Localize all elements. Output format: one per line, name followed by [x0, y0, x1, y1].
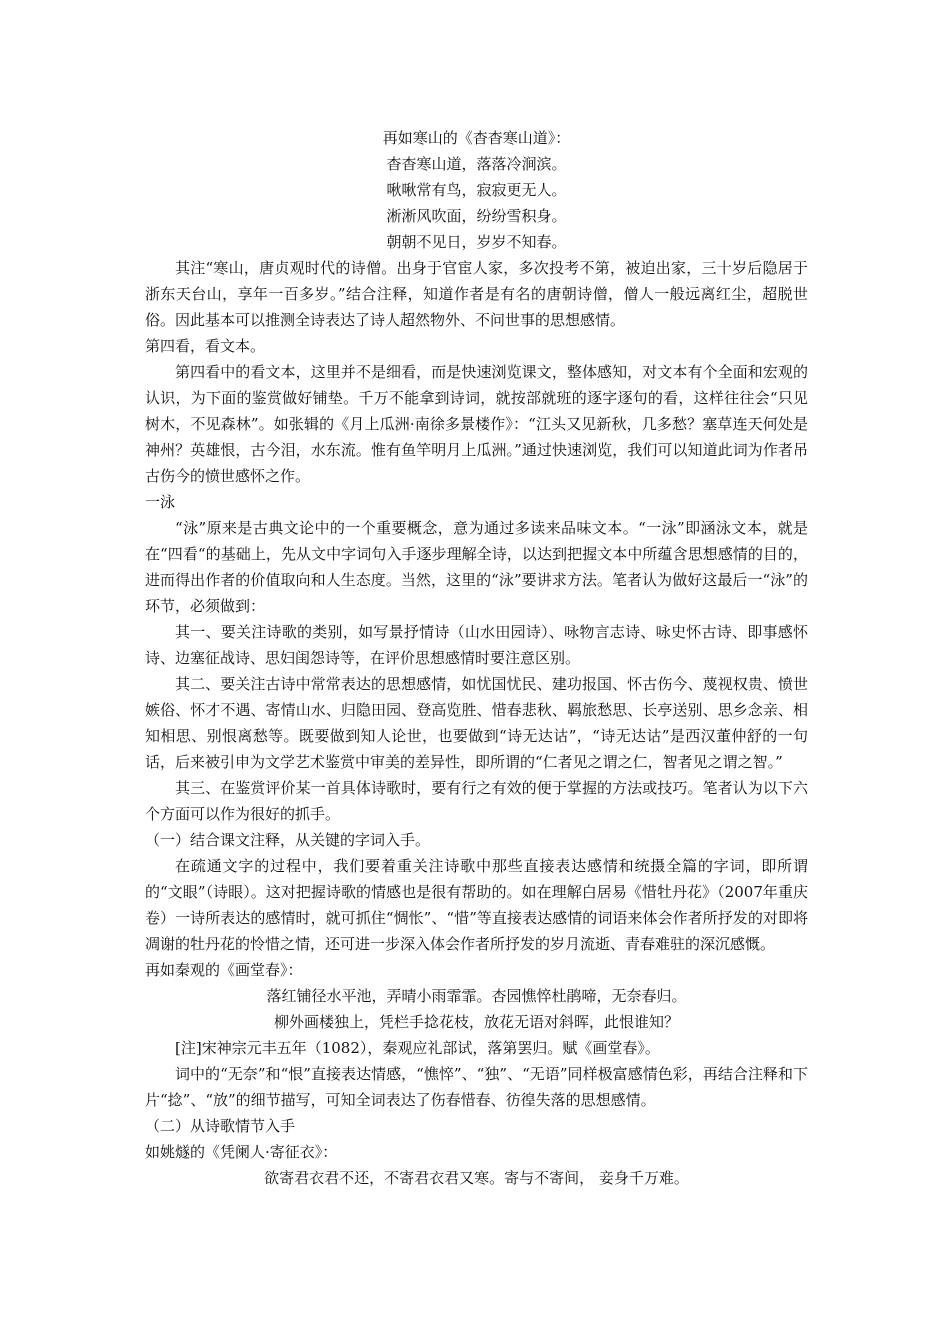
paragraph-point-two: 其二、要关注古诗中常常表达的思想感情，如忧国忧民、建功报国、怀古伤今、蔑视权贵、愤世嫉俗、怀才不遇、寄情山水、归隐田园、登高览胜、惜春悲秋、羁旅愁思、长亭送别、思乡念亲、相知相思、别恨离愁等。既要做到知人论世，也要做到“诗无达诂”，“诗无达诂”是西汉董仲舒的一句话，后来被引申为文学艺术鉴赏中审美的差异性，即所谓的“仁者见之谓之仁，智者见之谓之智。” [145, 675, 808, 771]
paragraph-fourth-look: 第四看中的看文本，这里并不是细看，而是快速浏览课文，整体感知，对文本有个全面和宏观的认识，为下面的鉴赏做好铺垫。千万不能拿到诗词，就按部就班的逐字逐句的看，这样往往会“只见树木，不见森林”。如张辑的《月上瓜洲·南徐多景楼作》：“江头又见新秋，几多愁？塞草连天何处是神州？英雄恨，古今泪，水东流。惟有鱼竿明月上瓜洲。”通过快速浏览，我们可以知道此词为作者吊古伤今的愤世感怀之作。 [145, 363, 808, 485]
poem-line: 欲寄君衣君不还，不寄君衣君又寒。寄与不寄间， 妾身千万难。 [264, 1169, 689, 1187]
subheading-two: （二）从诗歌情节入手 [145, 1117, 296, 1135]
poem-line: 杳杳寒山道，落落冷涧滨。 [386, 155, 567, 173]
poem-line: 淅淅风吹面，纷纷雪积身。 [386, 207, 567, 225]
poem-line: 落红铺径水平池，弄晴小雨霏霏。杏园憔悴杜鹃啼，无奈春归。 [266, 987, 687, 1005]
poem-line: 朝朝不见日，岁岁不知春。 [386, 233, 567, 251]
poem-intro-hanshan: 再如寒山的《杳杳寒山道》： [382, 129, 571, 147]
document-body [145, 125, 808, 1191]
poem-line: 啾啾常有鸟，寂寂更无人。 [386, 181, 567, 199]
subheading-one: （一）结合课文注释，从关键的字词入手。 [145, 831, 431, 849]
paragraph-analysis: 词中的“无奈”和“恨”直接表达情感，“憔悴”、“独”、“无语”同样极富感情色彩，再结合注释和下片“捻”、“放”的细节描写，可知全词表达了伤春惜春、彷徨失落的思想感情。 [145, 1065, 808, 1109]
poem-intro-qinguan: 再如秦观的《画堂春》： [145, 961, 303, 979]
section-heading-yong: 一泳 [145, 493, 176, 511]
paragraph-annotation: 其注“寒山，唐贞观时代的诗僧。出身于官宦人家，多次投考不第，被迫出家，三十岁后隐居于浙东天台山，享年一百多岁。”结合注释，知道作者是有名的唐朝诗僧，僧人一般远离红尘，超脱世俗。因此基本可以推测全诗表达了诗人超然物外、不问世事的思想感情。 [145, 259, 808, 329]
paragraph-keywords: 在疏通文字的过程中，我们要着重关注诗歌中那些直接表达感情和统摄全篇的字词，即所谓的“文眼”（诗眼）。这对把握诗歌的情感也是很有帮助的。如在理解白居易《惜牡丹花》（2007年重庆卷）一诗所表达的感情时，就可抓住“惆怅”、“惜”等直接表达感情的词语来体会作者所抒发的对即将凋谢的牡丹花的怜惜之情，还可进一步深入体会作者所抒发的岁月流逝、青春难驻的深沉感慨。 [145, 857, 808, 953]
section-heading-fourth-look: 第四看，看文本。 [145, 337, 266, 355]
paragraph-point-three: 其三、在鉴赏评价某一首具体诗歌时，要有行之有效的便于掌握的方法或技巧。笔者认为以下六个方面可以作为很好的抓手。 [145, 779, 808, 823]
paragraph-point-one: 其一、要关注诗歌的类别，如写景抒情诗（山水田园诗）、咏物言志诗、咏史怀古诗、即事感怀诗、边塞征战诗、思妇闺怨诗等，在评价思想感情时要注意区别。 [145, 623, 808, 667]
poem-note: [注]宋神宗元丰五年（1082），秦观应礼部试，落第罢归。赋《画堂春》。 [175, 1039, 660, 1057]
poem-intro-yaosui: 如姚燧的《凭阑人·寄征衣》： [145, 1143, 338, 1161]
paragraph-yong: “泳”原来是古典文论中的一个重要概念，意为通过多读来品味文本。“一泳”即涵泳文本，就是在“四看“的基础上，先从文中字词句入手逐步理解全诗，以达到把握文本中所蕴含思想感情的目的，进而得出作者的价值取向和人生态度。当然，这里的“泳”要讲求方法。笔者认为做好这最后一“泳”的环节，必须做到： [145, 519, 808, 615]
poem-line: 柳外画楼独上，凭栏手捻花枝，放花无语对斜晖，此恨谁知？ [273, 1013, 679, 1031]
